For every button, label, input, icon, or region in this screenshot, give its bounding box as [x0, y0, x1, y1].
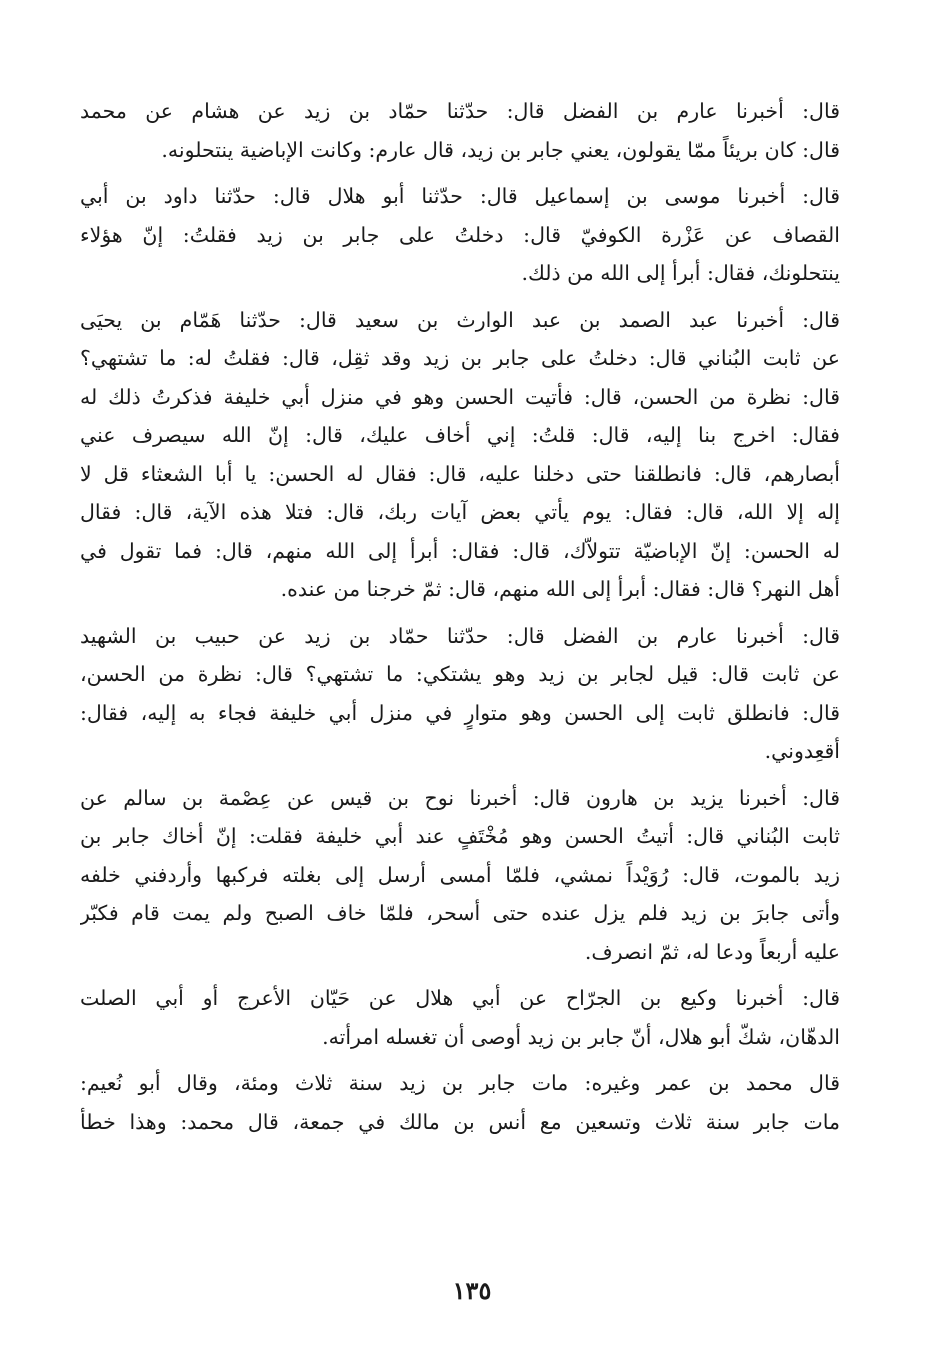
paragraph: [80, 177, 840, 293]
text-line: أقعِدوني.: [764, 739, 840, 763]
text-line: قال: فانطلق ثابت إلى الحسن وهو متوارٍ في منزل أبي خليفة فجاء به إليه، فقال:: [80, 700, 840, 725]
text-line: له الحسن: إنّ الإباضيّة تتولاّك، قال: فقال: أبرأ إلى الله منهم، قال: فما تقول في: [80, 538, 840, 563]
paragraph: [80, 1064, 840, 1141]
text-line: عن ثابت قال: قيل لجابر بن زيد وهو يشتكي: ما تشتهي؟ قال: نظرة من الحسن،: [80, 662, 840, 686]
paragraph: [80, 617, 840, 771]
text-line: القصاف عن عَزْرة الكوفيّ قال: دخلتُ على جابر بن زيد فقلتُ: إنّ هؤلاء: [80, 222, 840, 247]
text-line: قال: أخبرنا عارم بن الفضل قال: حدّثنا حمّاد بن زيد عن هشام عن محمد: [80, 99, 840, 123]
text-line: قال محمد بن عمر وغيره: مات جابر بن زيد سنة ثلاث ومئة، وقال أبو نُعيم:: [80, 1071, 840, 1095]
text-line: قال: كان بريئاً ممّا يقولون، يعني جابر بن زيد، قال عارم: وكانت الإباضية ينتحلونه.: [161, 137, 840, 162]
text-line: قال: أخبرنا موسى بن إسماعيل قال: حدّثنا أبو هلال قال: حدّثنا داود بن أبي: [80, 184, 840, 208]
text-line: زيد بالموت، قال: رُوَيْداً نمشي، فلمّا أمسى أرسل إلى بغلته فركبها وأردفني خلفه: [80, 862, 840, 887]
text-line: ثابت البُناني قال: أتيتُ الحسن وهو مُخْتَفٍ عند أبي خليفة فقلت: إنّ أخاك جابر بن: [80, 824, 840, 848]
paragraph: [80, 301, 840, 609]
text-line: قال: أخبرنا عارم بن الفضل قال: حدّثنا حمّاد بن زيد عن حبيب بن الشهيد: [80, 623, 840, 648]
text-line: وأتى جابرَ بن زيد فلم يزل عنده حتى أسحر، فلمّا خاف الصبح ولم يمت قام فكبّر: [80, 901, 840, 925]
paragraph: [80, 779, 840, 972]
paragraph: [80, 92, 840, 169]
text-line: عن ثابت البُناني قال: دخلتُ على جابر بن زيد وقد ثقِل، قال: فقلتُ له: ما تشتهي؟: [80, 346, 840, 370]
text-line: قال: أخبرنا يزيد بن هارون قال: أخبرنا نوح بن قيس عن عِصْمة بن سالم عن: [80, 785, 840, 810]
text-line: أبصارهم، قال: فانطلقنا حتى دخلنا عليه، قال: فقال له الحسن: يا أبا الشعثاء قل لا: [80, 461, 840, 486]
text-line: قال: أخبرنا عبد الصمد بن عبد الوارث بن سعيد قال: حدّثنا هَمّام بن يحيَى: [80, 307, 840, 332]
page-body-text: [80, 92, 840, 1149]
text-line: الدهّان، شكّ أبو هلال، أنّ جابر بن زيد أوصى أن تغسله امرأته.: [322, 1024, 840, 1049]
page-number: ١٣٥: [452, 1276, 492, 1305]
text-line: ينتحلونك، فقال: أبرأ إلى الله من ذلك.: [521, 261, 840, 285]
text-line: إله إلا الله، قال: فقال: يوم يأتي بعض آيات ربك، قال: فتلا هذه الآية، قال: فقال: [80, 500, 840, 524]
text-line: عليه أربعاً ودعا له، ثمّ انصرف.: [584, 939, 840, 964]
text-line: مات جابر سنة ثلاث وتسعين مع أنس بن مالك في جمعة، قال محمد: وهذا خطأ: [80, 1109, 840, 1134]
text-line: قال: أخبرنا وكيع بن الجرّاح عن أبي هلال عن حَيّان الأعرج أو أبي الصلت: [80, 986, 840, 1010]
text-line: فقال: اخرج بنا إليه، قال: قلتُ: إني أخاف عليك، قال: إنّ الله سيصرف عني: [80, 423, 840, 447]
text-line: قال: نظرة من الحسن، قال: فأتيت الحسن وهو في منزل أبي خليفة فذكرتُ ذلك له: [80, 384, 840, 409]
text-line: أهل النهر؟ قال: فقال: أبرأ إلى الله منهم، قال: ثمّ خرجنا من عنده.: [280, 577, 840, 601]
paragraph: [80, 979, 840, 1056]
